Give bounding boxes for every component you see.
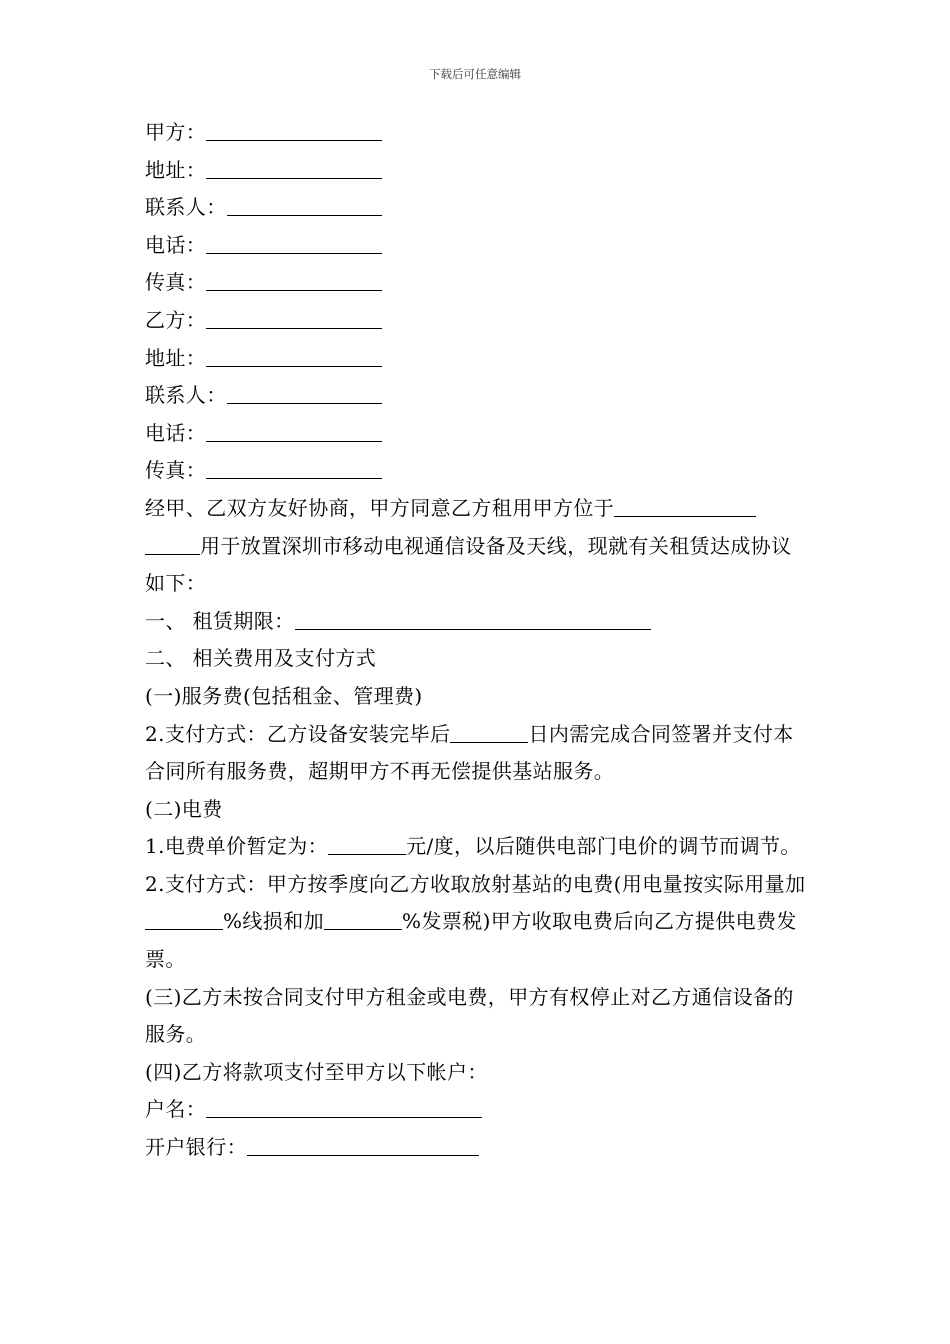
account-clause: (四)乙方将款项支付至甲方以下帐户： [145,1059,488,1084]
party-a-name-blank [206,120,382,141]
party-a-phone-label: 电话： [145,232,207,257]
electricity-payment-text-2: %线损和加 [223,909,325,934]
party-b-address-line [145,340,810,378]
bank-line [145,1129,810,1167]
account-name-label: 户名： [145,1097,207,1122]
electricity-payment-text-1: 2.支付方式：甲方按季度向乙方收取放射基站的电费(用电量按实际用量加 [145,871,806,896]
lease-term-blank [295,609,651,630]
party-b-contact-label: 联系人： [145,383,227,408]
party-b-fax-line [145,452,810,490]
line-loss-blank [145,909,223,930]
party-a-fax-blank [206,270,382,291]
party-a-phone-blank [206,233,382,254]
lease-term-label: 一、 租赁期限： [145,608,295,633]
party-a-address-blank [206,158,382,179]
party-b-phone-label: 电话： [145,420,207,445]
party-a-fax-line [145,264,810,302]
intro-text-2: 用于放置深圳市移动电视通信设备及天线，现就有关租赁达成协议如下： [145,533,792,596]
party-a-address-label: 地址： [145,157,207,182]
location-blank-a [614,496,756,517]
account-name-line [145,1091,810,1129]
party-b-fax-label: 传真： [145,458,207,483]
party-a-name-label: 甲方： [145,120,207,144]
party-a-name-line [145,114,810,152]
party-a-contact-label: 联系人： [145,195,227,220]
intro-paragraph [145,490,810,603]
party-b-contact-blank [227,383,382,404]
party-b-name-blank [206,308,382,329]
party-a-contact-line [145,189,810,227]
page-header: 下载后可任意编辑 [429,67,521,81]
party-a-contact-blank [227,195,382,216]
electricity-payment-text-3: %发票税)甲方收取电费后向乙方提供电费发票。 [145,909,797,972]
contract-body [145,114,810,1167]
party-b-fax-blank [206,458,382,479]
party-a-phone-line [145,227,810,265]
service-fee-title: (一)服务费(包括租金、管理费) [145,683,423,708]
bank-label: 开户银行： [145,1135,247,1160]
bank-blank [247,1135,479,1156]
service-payment-text-1: 2.支付方式：乙方设备安装完毕后 [145,721,451,746]
intro-text-1: 经甲、乙双方友好协商，甲方同意乙方租用甲方位于 [145,495,615,520]
lease-term-line [145,603,810,641]
electricity-price-text-1: 1.电费单价暂定为： [145,834,329,859]
party-a-fax-label: 传真： [145,270,207,295]
party-b-address-label: 地址： [145,345,207,370]
unit-price-blank [328,834,406,855]
electricity-price-text-2: 元/度，以后随供电部门电价的调节而调节。 [406,834,801,859]
electricity-fee-title: (二)电费 [145,796,223,821]
party-b-phone-blank [206,421,382,442]
non-payment-clause: (三)乙方未按合同支付甲方租金或电费，甲方有权停止对乙方通信设备的服务。 [145,984,794,1047]
service-payment-text-2: 日内需完成合同签署并支付本合同所有服务费，超期甲方不再无偿提供基站服务。 [145,721,794,784]
party-b-name-line [145,302,810,340]
fees-section-title: 二、 相关费用及支付方式 [145,646,377,671]
account-name-blank [206,1097,482,1118]
party-b-name-label: 乙方： [145,307,207,332]
party-a-address-line [145,152,810,190]
service-days-blank [450,722,528,743]
party-b-phone-line [145,415,810,453]
electricity-payment [145,866,810,979]
invoice-tax-blank [324,909,402,930]
location-blank-b [145,534,200,555]
party-b-contact-line [145,377,810,415]
service-fee-payment [145,716,810,791]
electricity-price [145,828,810,866]
party-b-address-blank [206,346,382,367]
